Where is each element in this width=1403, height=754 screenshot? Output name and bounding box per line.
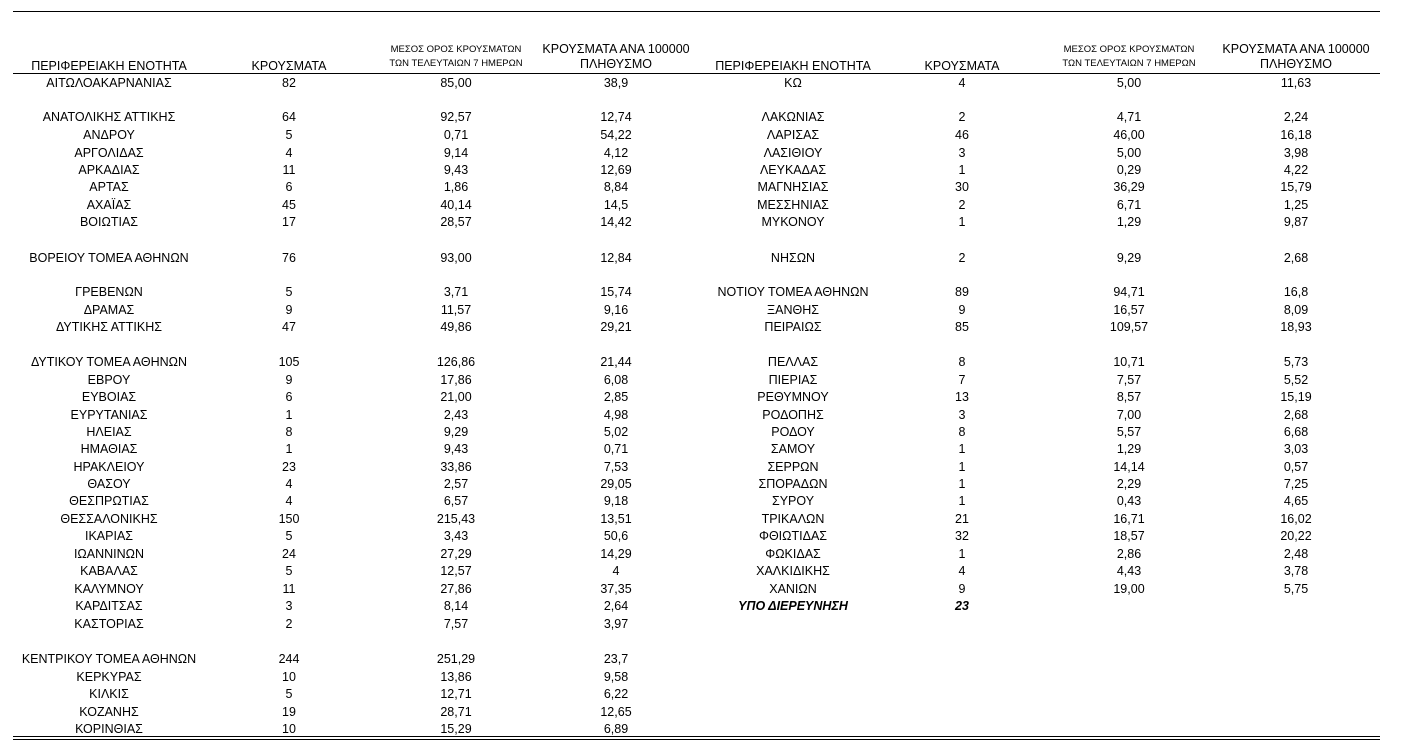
cell-region: ΦΩΚΙΔΑΣ — [765, 547, 821, 561]
cell-per100k: 6,08 — [603, 373, 629, 387]
cell-region: ΘΑΣΟΥ — [87, 477, 131, 491]
cell-per100k: 29,21 — [600, 320, 632, 334]
cell-per100k: 2,85 — [603, 390, 629, 404]
cell-region: ΧΑΝΙΩΝ — [769, 582, 817, 596]
cell-cases: 1 — [958, 547, 966, 561]
cell-per100k: 6,89 — [603, 722, 629, 736]
cell-avg: 4,71 — [1116, 110, 1142, 124]
header-avg-line1: ΜΕΣΟΣ ΟΡΟΣ ΚΡΟΥΣΜΑΤΩΝ — [390, 44, 522, 55]
cell-per100k: 5,02 — [603, 425, 629, 439]
cell-avg: 5,57 — [1116, 425, 1142, 439]
cell-cases: 46 — [955, 128, 969, 142]
cell-cases: 7 — [958, 373, 966, 387]
cell-avg: 126,86 — [436, 355, 476, 369]
cell-per100k: 2,48 — [1283, 547, 1309, 561]
cell-cases: 1 — [285, 442, 293, 456]
cell-region: ΑΝΔΡΟΥ — [83, 128, 135, 142]
cell-cases: 9 — [958, 303, 966, 317]
cell-per100k: 9,87 — [1283, 215, 1309, 229]
cell-cases: 9 — [958, 582, 966, 596]
cell-avg: 16,71 — [1113, 512, 1145, 526]
cell-cases: 85 — [955, 320, 969, 334]
cell-avg: 0,29 — [1116, 163, 1142, 177]
cell-cases: 5 — [285, 529, 293, 543]
cell-per100k: 3,98 — [1283, 146, 1309, 160]
cell-per100k: 20,22 — [1280, 529, 1312, 543]
cell-avg: 6,71 — [1116, 198, 1142, 212]
cell-region: ΚΟΡΙΝΘΙΑΣ — [75, 722, 143, 736]
cell-avg: 1,29 — [1116, 442, 1142, 456]
cell-cases: 64 — [282, 110, 296, 124]
cell-avg: 2,43 — [443, 408, 469, 422]
cell-per100k: 3,78 — [1283, 564, 1309, 578]
top-rule — [13, 11, 1380, 12]
cell-per100k: 15,74 — [600, 285, 632, 299]
cell-cases: 23 — [955, 599, 969, 613]
cell-avg: 85,00 — [440, 76, 472, 90]
cell-region: ΘΕΣΠΡΩΤΙΑΣ — [69, 494, 149, 508]
cell-avg: 6,57 — [443, 494, 469, 508]
cell-cases: 1 — [958, 477, 966, 491]
cell-cases: 1 — [958, 494, 966, 508]
cell-per100k: 8,84 — [603, 180, 629, 194]
header-avg-right — [1062, 43, 1195, 71]
cell-region: ΚΑΡΔΙΤΣΑΣ — [75, 599, 143, 613]
cell-region: ΒΟΡΕΙΟΥ ΤΟΜΕΑ ΑΘΗΝΩΝ — [29, 251, 189, 265]
cell-per100k: 29,05 — [600, 477, 632, 491]
cell-per100k: 16,8 — [1283, 285, 1309, 299]
cell-cases: 9 — [285, 373, 293, 387]
cell-avg: 3,43 — [443, 529, 469, 543]
cell-cases: 1 — [958, 215, 966, 229]
cell-region: ΙΩΑΝΝΙΝΩΝ — [73, 547, 145, 561]
cell-cases: 4 — [958, 76, 966, 90]
cell-region: ΚΑΒΑΛΑΣ — [80, 564, 138, 578]
cell-avg: 49,86 — [440, 320, 472, 334]
cell-region: ΠΕΛΛΑΣ — [767, 355, 819, 369]
cell-avg: 27,29 — [440, 547, 472, 561]
cell-region: ΣΑΜΟΥ — [770, 442, 816, 456]
cell-per100k: 0,71 — [603, 442, 629, 456]
cell-cases: 21 — [955, 512, 969, 526]
cell-region: ΑΡΓΟΛΙΔΑΣ — [74, 146, 144, 160]
header-per100k-line1: ΚΡΟΥΣΜΑΤΑ ΑΝΑ 100000 — [542, 42, 690, 56]
cell-avg: 28,71 — [440, 705, 472, 719]
cell-per100k: 2,64 — [603, 599, 629, 613]
cell-per100k: 12,84 — [600, 251, 632, 265]
cell-region: ΠΕΙΡΑΙΩΣ — [764, 320, 822, 334]
cell-region: ΜΥΚΟΝΟΥ — [761, 215, 825, 229]
cell-region: ΓΡΕΒΕΝΩΝ — [75, 285, 143, 299]
cell-avg: 28,57 — [440, 215, 472, 229]
cell-region: ΗΛΕΙΑΣ — [86, 425, 132, 439]
cell-per100k: 9,16 — [603, 303, 629, 317]
cell-region: ΕΒΡΟΥ — [87, 373, 131, 387]
cell-per100k: 16,02 — [1280, 512, 1312, 526]
cell-per100k: 3,97 — [603, 617, 629, 631]
bottom-rule — [13, 736, 1380, 737]
cell-cases: 5 — [285, 285, 293, 299]
cell-cases: 4 — [285, 477, 293, 491]
cell-cases: 32 — [955, 529, 969, 543]
cell-region: ΚΑΣΤΟΡΙΑΣ — [74, 617, 144, 631]
cell-region: ΛΑΡΙΣΑΣ — [766, 128, 820, 142]
cell-cases: 105 — [278, 355, 300, 369]
cell-cases: 1 — [958, 163, 966, 177]
cell-cases: 2 — [958, 110, 966, 124]
cell-avg: 251,29 — [436, 652, 476, 666]
cell-cases: 3 — [285, 599, 293, 613]
cell-per100k: 9,18 — [603, 494, 629, 508]
cell-cases: 89 — [955, 285, 969, 299]
cell-region: ΙΚΑΡΙΑΣ — [84, 529, 134, 543]
cell-per100k: 14,5 — [603, 198, 629, 212]
cell-per100k: 1,25 — [1283, 198, 1309, 212]
cell-cases: 1 — [958, 442, 966, 456]
cell-region: ΣΥΡΟΥ — [771, 494, 815, 508]
cell-avg: 2,86 — [1116, 547, 1142, 561]
cell-cases: 244 — [278, 652, 300, 666]
cell-cases: 4 — [958, 564, 966, 578]
cell-region: ΑΡΚΑΔΙΑΣ — [78, 163, 140, 177]
cell-avg: 9,43 — [443, 163, 469, 177]
cell-region: ΡΟΔΟΠΗΣ — [762, 408, 824, 422]
cell-region: ΔΥΤΙΚΗΣ ΑΤΤΙΚΗΣ — [56, 320, 162, 334]
cell-per100k: 2,24 — [1283, 110, 1309, 124]
cell-avg: 9,43 — [443, 442, 469, 456]
cell-per100k: 12,69 — [600, 163, 632, 177]
cell-cases: 5 — [285, 687, 293, 701]
cell-cases: 30 — [955, 180, 969, 194]
cell-cases: 47 — [282, 320, 296, 334]
cell-avg: 27,86 — [440, 582, 472, 596]
cell-per100k: 23,7 — [603, 652, 629, 666]
cell-per100k: 5,75 — [1283, 582, 1309, 596]
header-avg-line2: ΤΩΝ ΤΕΛΕΥΤΑΙΩΝ 7 ΗΜΕΡΩΝ — [389, 58, 523, 69]
header-cases-right: ΚΡΟΥΣΜΑΤΑ — [924, 59, 1000, 73]
cell-cases: 3 — [958, 146, 966, 160]
cell-avg: 12,71 — [440, 687, 472, 701]
cell-per100k: 4,12 — [603, 146, 629, 160]
cell-per100k: 7,53 — [603, 460, 629, 474]
cell-per100k: 15,19 — [1280, 390, 1312, 404]
cell-per100k: 18,93 — [1280, 320, 1312, 334]
cell-region: ΜΕΣΣΗΝΙΑΣ — [757, 198, 829, 212]
cell-per100k: 12,65 — [600, 705, 632, 719]
cell-avg: 4,43 — [1116, 564, 1142, 578]
cell-cases: 4 — [285, 494, 293, 508]
cell-per100k: 21,44 — [600, 355, 632, 369]
cell-region: ΕΥΡΥΤΑΝΙΑΣ — [70, 408, 148, 422]
header-per100k-right — [1222, 42, 1369, 72]
cell-avg: 5,00 — [1116, 76, 1142, 90]
cell-region: ΛΕΥΚΑΔΑΣ — [759, 163, 827, 177]
cell-region: ΝΟΤΙΟΥ ΤΟΜΕΑ ΑΘΗΝΩΝ — [717, 285, 869, 299]
cell-avg: 21,00 — [440, 390, 472, 404]
header-region-right: ΠΕΡΙΦΕΡΕΙΑΚΗ ΕΝΟΤΗΤΑ — [715, 59, 871, 73]
cell-cases: 82 — [282, 76, 296, 90]
header-rule — [13, 73, 1380, 74]
cell-cases: 19 — [282, 705, 296, 719]
cell-cases: 10 — [282, 670, 296, 684]
cell-cases: 1 — [285, 408, 293, 422]
cell-per100k: 14,29 — [600, 547, 632, 561]
cell-cases: 23 — [282, 460, 296, 474]
cell-avg: 3,71 — [443, 285, 469, 299]
cell-cases: 8 — [958, 425, 966, 439]
cell-region: ΤΡΙΚΑΛΩΝ — [761, 512, 825, 526]
cell-cases: 2 — [958, 251, 966, 265]
cell-region: ΘΕΣΣΑΛΟΝΙΚΗΣ — [60, 512, 158, 526]
cell-cases: 10 — [282, 722, 296, 736]
cell-region: ΝΗΣΩΝ — [770, 251, 816, 265]
cell-avg: 109,57 — [1109, 320, 1149, 334]
cell-per100k: 4,65 — [1283, 494, 1309, 508]
header-avg-line1: ΜΕΣΟΣ ΟΡΟΣ ΚΡΟΥΣΜΑΤΩΝ — [1063, 44, 1195, 55]
cell-region: ΛΑΣΙΘΙΟΥ — [763, 146, 823, 160]
cell-cases: 2 — [285, 617, 293, 631]
cell-avg: 7,57 — [443, 617, 469, 631]
header-avg-left — [389, 43, 522, 71]
cell-per100k: 3,03 — [1283, 442, 1309, 456]
cell-region: ΠΙΕΡΙΑΣ — [768, 373, 818, 387]
cell-per100k: 37,35 — [600, 582, 632, 596]
cell-per100k: 13,51 — [600, 512, 632, 526]
cell-per100k: 4,98 — [603, 408, 629, 422]
cell-avg: 12,57 — [440, 564, 472, 578]
cell-per100k: 5,52 — [1283, 373, 1309, 387]
cell-region: ΒΟΙΩΤΙΑΣ — [79, 215, 139, 229]
cell-avg: 215,43 — [436, 512, 476, 526]
cell-per100k: 5,73 — [1283, 355, 1309, 369]
header-per100k-line2: ΠΛΗΘΥΣΜΟ — [580, 57, 652, 71]
cell-region: ΗΜΑΘΙΑΣ — [80, 442, 138, 456]
cell-region: ΚΕΡΚΥΡΑΣ — [76, 670, 142, 684]
cell-per100k: 11,63 — [1280, 76, 1312, 90]
header-per100k-left — [542, 42, 689, 72]
header-per100k-line2: ΠΛΗΘΥΣΜΟ — [1260, 57, 1332, 71]
cell-avg: 46,00 — [1113, 128, 1145, 142]
cell-cases: 5 — [285, 564, 293, 578]
cell-avg: 10,71 — [1113, 355, 1145, 369]
cell-cases: 17 — [282, 215, 296, 229]
cell-cases: 13 — [955, 390, 969, 404]
cell-avg: 40,14 — [440, 198, 472, 212]
cell-avg: 0,71 — [443, 128, 469, 142]
cell-region: ΛΑΚΩΝΙΑΣ — [761, 110, 825, 124]
cell-cases: 24 — [282, 547, 296, 561]
cell-avg: 9,29 — [443, 425, 469, 439]
cell-per100k: 0,57 — [1283, 460, 1309, 474]
cell-cases: 8 — [285, 425, 293, 439]
cell-region: ΑΝΑΤΟΛΙΚΗΣ ΑΤΤΙΚΗΣ — [42, 110, 176, 124]
cell-region: ΕΥΒΟΙΑΣ — [81, 390, 137, 404]
cell-region: ΡΕΘΥΜΝΟΥ — [757, 390, 829, 404]
cell-per100k: 2,68 — [1283, 251, 1309, 265]
cell-avg: 33,86 — [440, 460, 472, 474]
cell-avg: 9,14 — [443, 146, 469, 160]
cell-region: ΑΡΤΑΣ — [89, 180, 129, 194]
cell-region: ΣΕΡΡΩΝ — [767, 460, 819, 474]
cell-cases: 11 — [282, 163, 296, 177]
cell-per100k: 14,42 — [600, 215, 632, 229]
cell-avg: 2,57 — [443, 477, 469, 491]
cell-region: ΧΑΛΚΙΔΙΚΗΣ — [756, 564, 830, 578]
cell-cases: 6 — [285, 180, 293, 194]
cell-region: ΞΑΝΘΗΣ — [767, 303, 819, 317]
cell-per100k: 38,9 — [603, 76, 629, 90]
cell-avg: 17,86 — [440, 373, 472, 387]
cell-cases: 76 — [282, 251, 296, 265]
cell-cases: 8 — [958, 355, 966, 369]
cell-region: ΡΟΔΟΥ — [771, 425, 815, 439]
cell-region: ΜΑΓΝΗΣΙΑΣ — [757, 180, 829, 194]
header-region-left: ΠΕΡΙΦΕΡΕΙΑΚΗ ΕΝΟΤΗΤΑ — [31, 59, 187, 73]
cell-cases: 45 — [282, 198, 296, 212]
header-per100k-line1: ΚΡΟΥΣΜΑΤΑ ΑΝΑ 100000 — [1222, 42, 1370, 56]
cell-region: ΚΕΝΤΡΙΚΟΥ ΤΟΜΕΑ ΑΘΗΝΩΝ — [21, 652, 197, 666]
cell-per100k: 16,18 — [1280, 128, 1312, 142]
cell-region: ΣΠΟΡΑΔΩΝ — [758, 477, 828, 491]
cell-per100k: 8,09 — [1283, 303, 1309, 317]
cell-avg: 11,57 — [440, 303, 472, 317]
cell-cases: 11 — [282, 582, 296, 596]
cell-cases: 5 — [285, 128, 293, 142]
cell-avg: 7,00 — [1116, 408, 1142, 422]
cell-avg: 8,57 — [1116, 390, 1142, 404]
cell-cases: 6 — [285, 390, 293, 404]
cell-per100k: 7,25 — [1283, 477, 1309, 491]
cell-per100k: 6,68 — [1283, 425, 1309, 439]
cell-cases: 150 — [278, 512, 300, 526]
header-cases-left: ΚΡΟΥΣΜΑΤΑ — [251, 59, 327, 73]
cell-avg: 0,43 — [1116, 494, 1142, 508]
cell-per100k: 4,22 — [1283, 163, 1309, 177]
cell-avg: 92,57 — [440, 110, 472, 124]
cell-region: ΔΥΤΙΚΟΥ ΤΟΜΕΑ ΑΘΗΝΩΝ — [30, 355, 188, 369]
cell-per100k: 54,22 — [600, 128, 632, 142]
header-avg-line2: ΤΩΝ ΤΕΛΕΥΤΑΙΩΝ 7 ΗΜΕΡΩΝ — [1062, 58, 1196, 69]
cell-avg: 94,71 — [1113, 285, 1145, 299]
cell-cases: 3 — [958, 408, 966, 422]
cell-avg: 14,14 — [1113, 460, 1145, 474]
cell-region: ΚΩ — [784, 76, 802, 90]
cell-region: ΚΙΛΚΙΣ — [89, 687, 129, 701]
cell-avg: 9,29 — [1116, 251, 1142, 265]
cell-avg: 5,00 — [1116, 146, 1142, 160]
cell-cases: 9 — [285, 303, 293, 317]
cell-avg: 16,57 — [1113, 303, 1145, 317]
cell-avg: 18,57 — [1113, 529, 1145, 543]
cell-region: ΚΑΛΥΜΝΟΥ — [74, 582, 144, 596]
cell-cases: 1 — [958, 460, 966, 474]
cell-avg: 2,29 — [1116, 477, 1142, 491]
cell-region: ΔΡΑΜΑΣ — [83, 303, 135, 317]
cell-avg: 1,86 — [443, 180, 469, 194]
cell-per100k: 6,22 — [603, 687, 629, 701]
cell-avg: 19,00 — [1113, 582, 1145, 596]
cell-region: ΑΙΤΩΛΟΑΚΑΡΝΑΝΙΑΣ — [46, 76, 172, 90]
cell-per100k: 50,6 — [603, 529, 629, 543]
cell-cases: 4 — [285, 146, 293, 160]
bottom-rule-double — [13, 739, 1380, 740]
cell-region: ΚΟΖΑΝΗΣ — [79, 705, 139, 719]
cell-per100k: 2,68 — [1283, 408, 1309, 422]
cell-avg: 15,29 — [440, 722, 472, 736]
cell-avg: 13,86 — [440, 670, 472, 684]
cell-per100k: 9,58 — [603, 670, 629, 684]
cell-region: ΥΠΟ ΔΙΕΡΕΥΝΗΣΗ — [738, 599, 848, 613]
cell-per100k: 4 — [612, 564, 620, 578]
cell-per100k: 15,79 — [1280, 180, 1312, 194]
cell-region: ΦΘΙΩΤΙΔΑΣ — [758, 529, 828, 543]
cell-region: ΗΡΑΚΛΕΙΟΥ — [73, 460, 145, 474]
cell-avg: 93,00 — [440, 251, 472, 265]
cell-avg: 36,29 — [1113, 180, 1145, 194]
cell-per100k: 12,74 — [600, 110, 632, 124]
cell-avg: 7,57 — [1116, 373, 1142, 387]
cell-avg: 8,14 — [443, 599, 469, 613]
cell-cases: 2 — [958, 198, 966, 212]
cell-avg: 1,29 — [1116, 215, 1142, 229]
cell-region: ΑΧΑΪΑΣ — [86, 198, 132, 212]
